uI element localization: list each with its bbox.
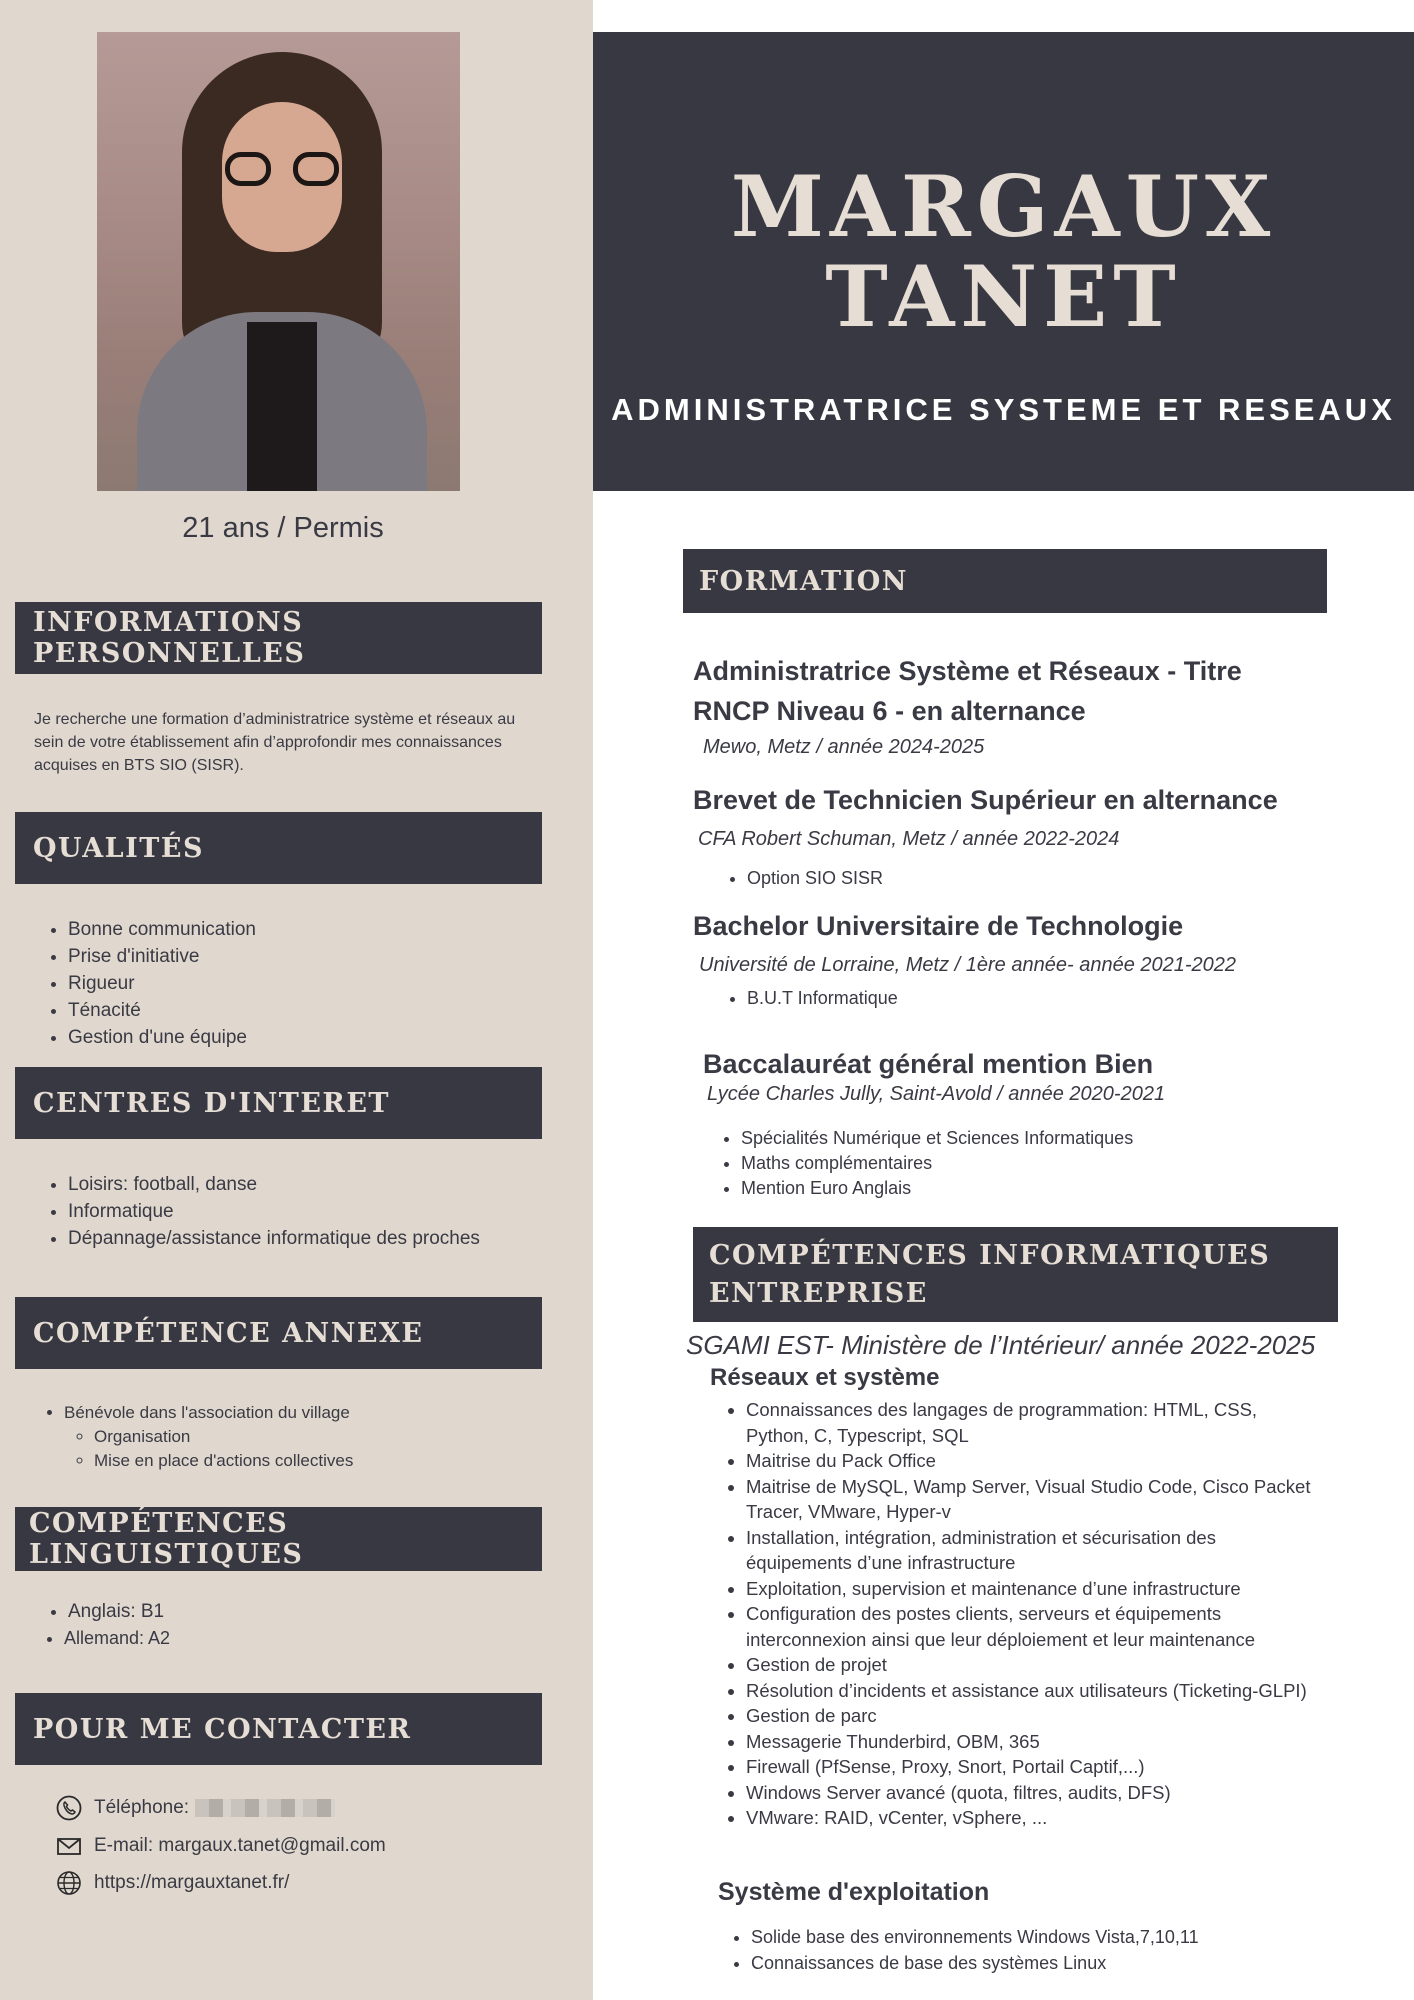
- skills-heading-line: ENTREPRISE: [709, 1277, 928, 1309]
- full-name: [593, 157, 1414, 346]
- list-item: • Maitrise de MySQL, Wamp Server, Visual Studio Code, Cisco Packet Tracer, VMware, Hyper-v: [746, 1474, 1316, 1525]
- list-item: ◦ Mise en place d'actions collectives: [94, 1449, 353, 1473]
- list-item: • Connaissances de base des systèmes Linux: [751, 1951, 1311, 1977]
- phone-icon: [56, 1795, 82, 1821]
- last-name: TANET: [825, 247, 1182, 346]
- formation-entry-sub: Université de Lorraine, Metz / 1ère année- année 2021-2022: [699, 954, 1237, 976]
- list-item: • Option SIO SISR: [747, 866, 883, 891]
- list-item: • Allemand: A2: [64, 1625, 170, 1652]
- list-item: • Maths complémentaires: [741, 1151, 1133, 1176]
- os-subheading: Système d'exploitation: [718, 1878, 990, 1906]
- list-item: • Installation, intégration, administration et sécurisation des équipements d’une infrastructure: [746, 1525, 1316, 1576]
- skills-heading-line: COMPÉTENCES INFORMATIQUES: [709, 1239, 1271, 1271]
- formation-entry-sub: Mewo, Metz / année 2024-2025: [703, 736, 985, 758]
- annex-list: [34, 1401, 353, 1473]
- website-link[interactable]: https://margauxtanet.fr/: [94, 1872, 290, 1893]
- list-item: ◦ Organisation: [94, 1425, 353, 1449]
- section-heading-skills: [693, 1227, 1338, 1322]
- list-item: • Connaissances des langages de programmation: HTML, CSS, Python, C, Typescript, SQL: [746, 1397, 1316, 1448]
- annex-item-label: Bénévole dans l'association du village: [64, 1403, 350, 1422]
- formation-entry-title: [693, 651, 1242, 731]
- contact-phone: [56, 1795, 335, 1821]
- section-heading-personal: INFORMATIONS PERSONNELLES: [15, 602, 542, 674]
- list-item: • Exploitation, supervision et maintenance d’une infrastructure: [746, 1576, 1316, 1602]
- phone-label: Téléphone:: [94, 1797, 190, 1818]
- os-skills-list: [751, 1925, 1311, 1976]
- globe-icon: [56, 1870, 82, 1896]
- list-item: • Firewall (PfSense, Proxy, Snort, Portail Captif,...): [746, 1754, 1316, 1780]
- list-item: • Informatique: [68, 1198, 480, 1225]
- list-item: • B.U.T Informatique: [747, 986, 898, 1011]
- list-item: • Configuration des postes clients, serveurs et équipements interconnexion ainsi que leur déploiement et leur maintenance: [746, 1601, 1316, 1652]
- employer-line: SGAMI EST- Ministère de l’Intérieur/ année 2022-2025: [686, 1330, 1316, 1360]
- section-heading-interests: CENTRES D'INTERET: [15, 1067, 542, 1139]
- sidebar: [0, 0, 593, 2000]
- formation-entry-title: Brevet de Technicien Supérieur en alternance: [693, 785, 1278, 815]
- first-name: MARGAUX: [730, 157, 1277, 256]
- entry-title-line: Administratrice Système et Réseaux - Titre: [693, 656, 1242, 686]
- list-item: • Bonne communication: [68, 916, 256, 943]
- profile-photo: [97, 32, 460, 491]
- qualities-list: [34, 916, 256, 1051]
- list-item: • Gestion de parc: [746, 1703, 1316, 1729]
- list-item: • Anglais: B1: [68, 1598, 170, 1625]
- list-item: • Messagerie Thunderbird, OBM, 365: [746, 1729, 1316, 1755]
- languages-list: [34, 1598, 170, 1652]
- network-subheading: Réseaux et système: [710, 1364, 940, 1391]
- formation-entry-title: Bachelor Universitaire de Technologie: [693, 911, 1184, 941]
- list-item: • VMware: RAID, vCenter, vSphere, ...: [746, 1805, 1316, 1831]
- interests-list: [34, 1171, 480, 1252]
- email-text[interactable]: E-mail: margaux.tanet@gmail.com: [94, 1835, 386, 1856]
- section-heading-annex: COMPÉTENCE ANNEXE: [15, 1297, 542, 1369]
- personal-summary: Je recherche une formation d’administratrice système et réseaux au sein de votre établissement afin d’approfondir mes connaissances acquises en BTS SIO (SISR).: [34, 711, 516, 774]
- list-item: • Mention Euro Anglais: [741, 1176, 1133, 1201]
- age-license: 21 ans / Permis: [182, 512, 384, 544]
- formation-entry-list: [741, 1126, 1133, 1201]
- list-item: • Prise d'initiative: [68, 943, 256, 970]
- list-item: • Gestion de projet: [746, 1652, 1316, 1678]
- entry-title-line: RNCP Niveau 6 - en alternance: [693, 696, 1086, 726]
- section-heading-formation: FORMATION: [683, 549, 1327, 613]
- list-item: [64, 1401, 353, 1473]
- list-item: • Solide base des environnements Windows Vista,7,10,11: [751, 1925, 1311, 1951]
- formation-entry-sub: CFA Robert Schuman, Metz / année 2022-2024: [698, 828, 1120, 850]
- formation-entry-sub: Lycée Charles Jully, Saint-Avold / année 2020-2021: [707, 1083, 1166, 1105]
- phone-redacted: [195, 1799, 335, 1817]
- formation-entry-list: [747, 866, 883, 891]
- list-item: • Maitrise du Pack Office: [746, 1448, 1316, 1474]
- list-item: • Dépannage/assistance informatique des proches: [68, 1225, 480, 1252]
- section-heading-languages: COMPÉTENCES LINGUISTIQUES: [15, 1507, 542, 1571]
- contact-email[interactable]: [56, 1833, 386, 1859]
- list-item: • Gestion d'une équipe: [68, 1024, 256, 1051]
- section-heading-contact: POUR ME CONTACTER: [15, 1693, 542, 1765]
- list-item: • Windows Server avancé (quota, filtres, audits, DFS): [746, 1780, 1316, 1806]
- list-item: • Rigueur: [68, 970, 256, 997]
- formation-entry-title: Baccalauréat général mention Bien: [703, 1049, 1154, 1079]
- job-title: ADMINISTRATRICE SYSTEME ET RESEAUX: [611, 392, 1396, 427]
- network-skills-list: [746, 1397, 1316, 1831]
- formation-entry-list: [747, 986, 898, 1011]
- list-item: • Résolution d’incidents et assistance aux utilisateurs (Ticketing-GLPI): [746, 1678, 1316, 1704]
- email-icon: [56, 1833, 82, 1859]
- header-banner: [593, 32, 1414, 491]
- section-heading-qualities: QUALITÉS: [15, 812, 542, 884]
- contact-website[interactable]: [56, 1870, 289, 1896]
- list-item: • Spécialités Numérique et Sciences Informatiques: [741, 1126, 1133, 1151]
- list-item: • Ténacité: [68, 997, 256, 1024]
- list-item: • Loisirs: football, danse: [68, 1171, 480, 1198]
